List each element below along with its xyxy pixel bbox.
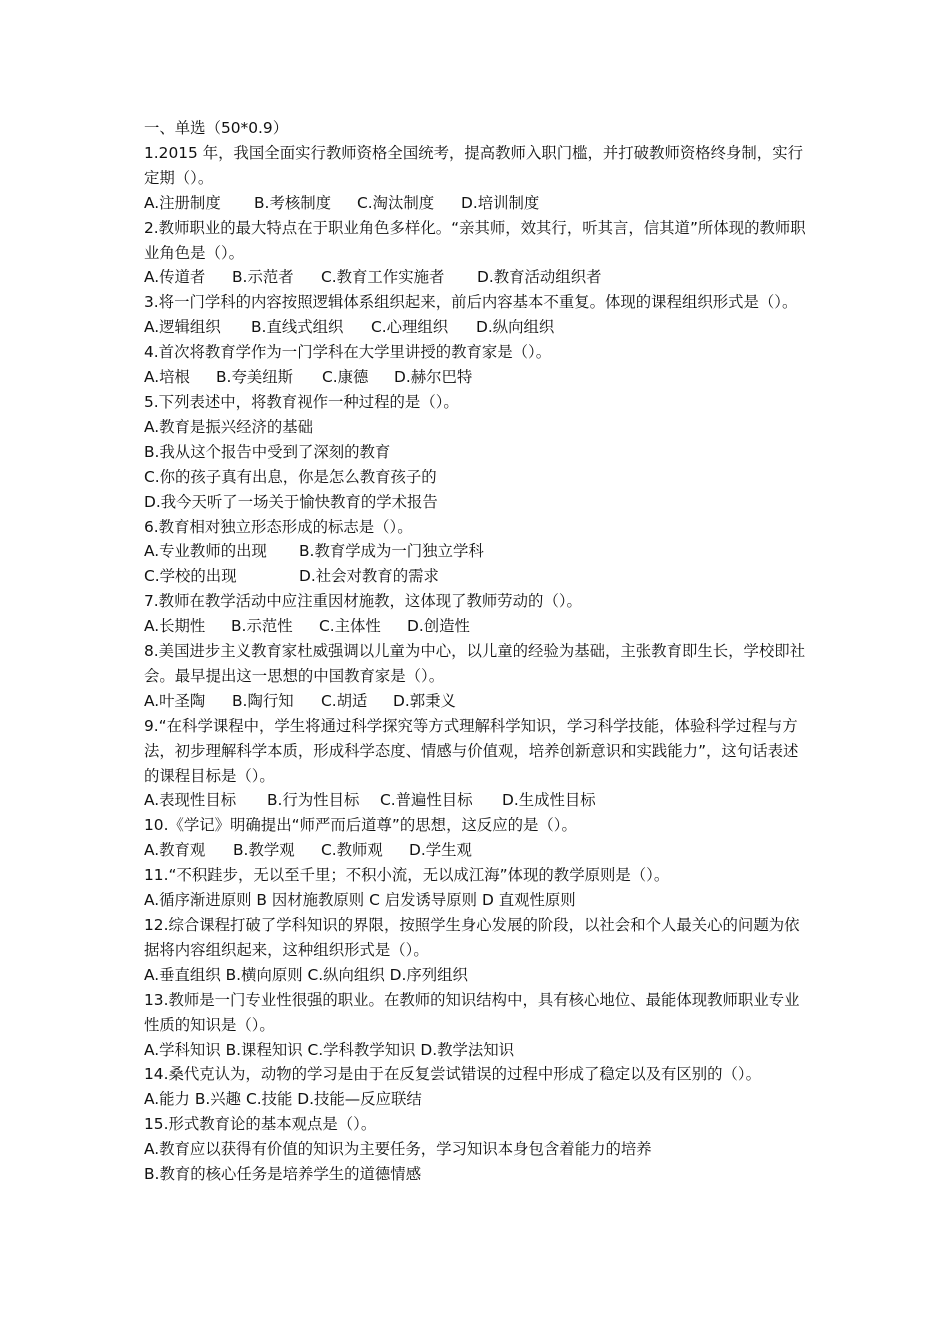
option-d: D.学生观 — [409, 841, 472, 860]
option-b: B.考核制度 — [254, 193, 332, 212]
question-13-options: A.学科知识 B.课程知识 C.学科教学知识 D.教学法知识 — [144, 1040, 515, 1059]
option-d: D.培训制度 — [461, 193, 540, 212]
option-b: B.陶行知 — [232, 691, 294, 710]
question-2-options — [144, 265, 812, 290]
question-5-option-b: B.我从这个报告中受到了深刻的教育 — [144, 442, 391, 461]
question-3-options — [144, 315, 812, 340]
option-b: B.直线式组织 — [251, 318, 344, 337]
question-11-stem: 11.“不积跬步，无以至千里；不积小流，无以成江海”体现的教学原则是（）。 — [144, 866, 670, 885]
question-7-stem: 7.教师在教学活动中应注重因材施教，这体现了教师劳动的（）。 — [144, 592, 582, 611]
question-5-option-c: C.你的孩子真有出息，你是怎么教育孩子的 — [144, 467, 437, 486]
question-8-options — [144, 689, 812, 714]
question-10-options — [144, 838, 812, 863]
question-15-stem: 15.形式教育论的基本观点是（）。 — [144, 1115, 377, 1134]
option-a: A.表现性目标 — [144, 791, 237, 810]
question-1-options — [144, 191, 812, 216]
option-a: A.专业教师的出现 — [144, 542, 267, 561]
option-a: A.传道者 — [144, 268, 206, 287]
question-7-options — [144, 614, 812, 639]
question-6-stem: 6.教育相对独立形态形成的标志是（）。 — [144, 517, 413, 536]
question-5-stem: 5.下列表述中，将教育视作一种过程的是（）。 — [144, 392, 459, 411]
question-14-stem: 14.桑代克认为，动物的学习是由于在反复尝试错误的过程中形成了稳定以及有区别的（）。 — [144, 1065, 762, 1084]
option-c: C.主体性 — [319, 617, 381, 636]
option-b: B.示范性 — [231, 617, 293, 636]
option-c: C.康德 — [322, 368, 369, 387]
option-c: C.普遍性目标 — [380, 791, 473, 810]
option-b: B.夸美纽斯 — [216, 368, 294, 387]
option-a: A.叶圣陶 — [144, 691, 206, 710]
question-14-options: A.能力 B.兴趣 C.技能 D.技能—反应联结 — [144, 1090, 422, 1109]
question-15-option-a: A.教育应以获得有价值的知识为主要任务，学习知识本身包含着能力的培养 — [144, 1140, 652, 1159]
question-1-stem: 1.2015 年，我国全面实行教师资格全国统考，提高教师入职门槛，并打破教师资格终身制，实行定期（）。 — [144, 143, 803, 187]
question-3-stem: 3.将一门学科的内容按照逻辑体系组织起来，前后内容基本不重复。体现的课程组织形式是（）。 — [144, 293, 798, 312]
question-2-stem: 2.教师职业的最大特点在于职业角色多样化。“亲其师，效其行，听其言，信其道”所体现的教师职业角色是（）。 — [144, 218, 806, 262]
question-5-option-d: D.我今天听了一场关于愉快教育的学术报告 — [144, 492, 438, 511]
option-a: A.教育观 — [144, 841, 206, 860]
option-c: C.学校的出现 — [144, 567, 237, 586]
option-a: A.培根 — [144, 368, 190, 387]
question-11-options: A.循序渐进原则 B 因材施教原则 C 启发诱导原则 D 直观性原则 — [144, 891, 576, 910]
question-13-stem: 13.教师是一门专业性很强的职业。在教师的知识结构中，具有核心地位、最能体现教师职业专业性质的知识是（）。 — [144, 990, 800, 1034]
exam-content — [144, 116, 812, 1187]
option-d: D.社会对教育的需求 — [299, 567, 439, 586]
option-a: A.逻辑组织 — [144, 318, 221, 337]
option-c: C.淘汰制度 — [357, 193, 435, 212]
option-a: A.注册制度 — [144, 193, 221, 212]
option-c: C.心理组织 — [371, 318, 449, 337]
question-9-options — [144, 788, 812, 813]
option-d: D.赫尔巴特 — [394, 368, 473, 387]
option-b: B.教学观 — [233, 841, 295, 860]
question-5-option-a: A.教育是振兴经济的基础 — [144, 417, 314, 436]
option-c: C.教师观 — [321, 841, 383, 860]
question-6-options-row-2 — [144, 564, 812, 589]
option-b: B.示范者 — [232, 268, 294, 287]
question-10-stem: 10.《学记》明确提出“师严而后道尊”的思想，这反应的是（）。 — [144, 816, 577, 835]
option-b: B.教育学成为一门独立学科 — [299, 542, 484, 561]
question-6-options-row-1 — [144, 539, 812, 564]
question-8-stem: 8.美国进步主义教育家杜威强调以儿童为中心，以儿童的经验为基础，主张教育即生长，学校即社会。最早提出这一思想的中国教育家是（）。 — [144, 642, 806, 685]
question-15-option-b: B.教育的核心任务是培养学生的道德情感 — [144, 1165, 422, 1184]
question-9-stem: 9.“在科学课程中，学生将通过科学探究等方式理解科学知识，学习科学技能，体验科学过程与方法，初步理解科学本质，形成科学态度、情感与价值观，培养创新意识和实践能力”，这句话表述的课程目标是（）。 — [144, 716, 799, 785]
question-4-stem: 4.首次将教育学作为一门学科在大学里讲授的教育家是（）。 — [144, 343, 552, 362]
section-title: 一、单选（50*0.9） — [144, 119, 289, 137]
option-d: D.创造性 — [407, 617, 470, 636]
question-4-options — [144, 365, 812, 390]
option-d: D.教育活动组织者 — [477, 268, 602, 287]
option-c: C.胡适 — [321, 691, 368, 710]
option-a: A.长期性 — [144, 617, 206, 636]
option-d: D.生成性目标 — [502, 791, 596, 810]
option-c: C.教育工作实施者 — [321, 268, 445, 287]
option-d: D.纵向组织 — [476, 318, 555, 337]
question-12-stem: 12.综合课程打破了学科知识的界限，按照学生身心发展的阶段，以社会和个人最关心的问题为依据将内容组织起来，这种组织形式是（）。 — [144, 916, 800, 959]
question-12-options: A.垂直组织 B.横向原则 C.纵向组织 D.序列组织 — [144, 965, 468, 984]
option-d: D.郭秉义 — [393, 691, 456, 710]
option-b: B.行为性目标 — [267, 791, 360, 810]
